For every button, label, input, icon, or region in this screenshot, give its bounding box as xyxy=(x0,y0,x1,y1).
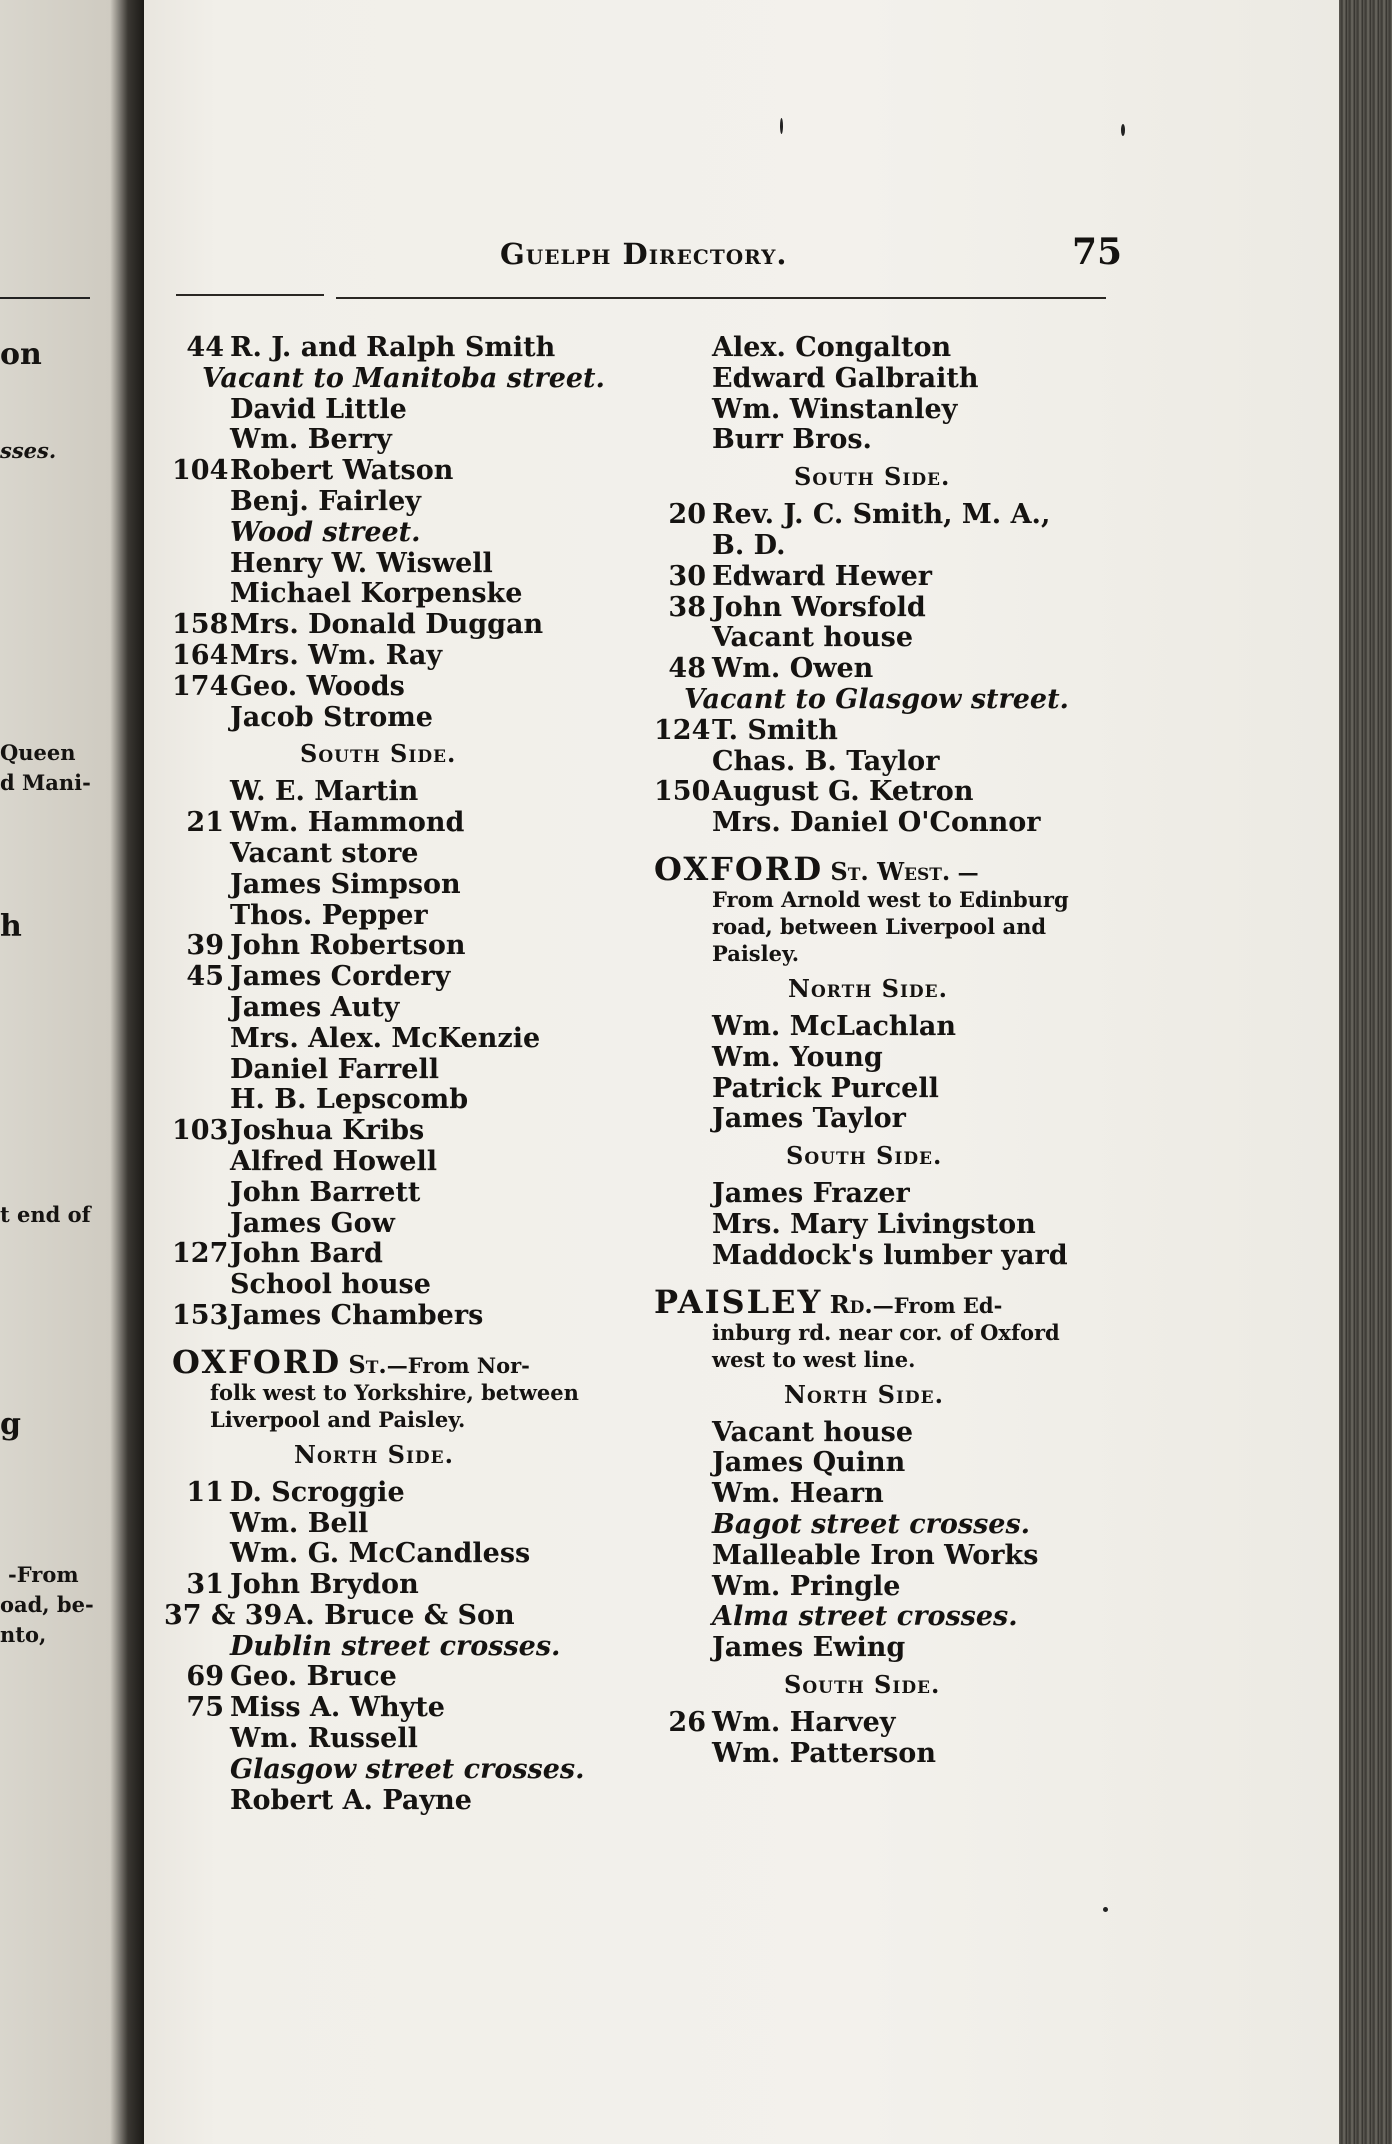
street-suffix: St. xyxy=(348,1349,387,1379)
directory-entry xyxy=(654,776,1124,807)
cross-street-note: Dublin street crosses. xyxy=(230,1630,561,1662)
directory-entry xyxy=(172,1177,682,1208)
directory-entry xyxy=(172,1115,682,1146)
resident-name: A. Bruce & Son xyxy=(284,1599,515,1631)
resident-name: Vacant house xyxy=(712,622,914,654)
directory-entry xyxy=(654,1178,1124,1209)
street-suffix: Rd. xyxy=(829,1289,873,1319)
resident-name: James Ewing xyxy=(712,1632,906,1664)
street-description: inburg rd. near cor. of Oxford xyxy=(712,1319,1060,1345)
adjacent-page-fragment: h xyxy=(0,909,22,944)
directory-entry xyxy=(172,702,682,733)
left-column xyxy=(164,332,682,1816)
resident-name: John Bard xyxy=(230,1238,383,1270)
directory-entry xyxy=(654,1707,1124,1738)
house-number: 38 xyxy=(668,591,706,623)
directory-entry xyxy=(164,1599,682,1631)
resident-name: R. J. and Ralph Smith xyxy=(230,332,556,363)
resident-name: Wm. Young xyxy=(712,1041,883,1073)
resident-name: Wm. McLachlan xyxy=(712,1010,956,1042)
resident-name: Wm. Patterson xyxy=(712,1737,936,1769)
resident-name: T. Smith xyxy=(712,714,838,746)
side-label: North Side. xyxy=(294,1439,454,1469)
directory-entry xyxy=(654,746,1124,777)
street-description: folk west to Yorkshire, between xyxy=(210,1379,579,1405)
directory-entry xyxy=(172,992,682,1023)
street-heading-oxford xyxy=(172,1342,682,1433)
directory-entry xyxy=(172,1023,682,1054)
directory-entry xyxy=(654,1103,1124,1134)
directory-entry xyxy=(172,1208,682,1239)
directory-entry xyxy=(172,1300,682,1331)
resident-name: Wm. Harvey xyxy=(712,1706,896,1738)
resident-name: B. D. xyxy=(712,529,786,561)
directory-entry xyxy=(172,609,682,640)
resident-name: Wm. Berry xyxy=(230,424,392,456)
adjacent-page-fragment: oad, be- xyxy=(0,1592,94,1617)
side-label: South Side. xyxy=(786,1141,943,1171)
resident-name: Rev. J. C. Smith, M. A., xyxy=(712,499,1051,531)
house-number: 75 xyxy=(186,1692,224,1724)
cross-street-note: Bagot street crosses. xyxy=(712,1508,1031,1540)
adjacent-page-text xyxy=(0,0,118,2144)
adjacent-page-fragment: t end of xyxy=(0,1202,91,1227)
directory-entry xyxy=(654,1447,1124,1478)
cross-street-note: Vacant to Manitoba street. xyxy=(202,362,605,394)
side-label: North Side. xyxy=(784,1379,944,1409)
ink-speck xyxy=(1121,124,1125,136)
directory-entry xyxy=(654,1209,1124,1240)
entry-list xyxy=(172,332,682,732)
resident-name: Joshua Kribs xyxy=(230,1115,425,1147)
resident-name: John Robertson xyxy=(230,930,466,962)
entry-list xyxy=(164,1476,682,1816)
house-number: 158 xyxy=(172,609,229,641)
book-spine-edge xyxy=(1339,0,1392,2144)
street-description: —From Nor- xyxy=(386,1352,530,1378)
resident-name: John Worsfold xyxy=(712,591,926,623)
directory-entry xyxy=(654,653,1124,684)
directory-entry xyxy=(654,1571,1124,1602)
adjacent-page-fragment: nto, xyxy=(0,1622,47,1647)
adjacent-page-fragment: d Mani- xyxy=(0,770,91,795)
resident-name: David Little xyxy=(230,393,407,425)
house-number: 104 xyxy=(172,455,229,487)
side-label: South Side. xyxy=(784,1669,941,1699)
resident-name: Benj. Fairley xyxy=(230,485,421,517)
directory-entry xyxy=(172,1084,682,1115)
house-number: 103 xyxy=(172,1115,229,1147)
resident-name: James Chambers xyxy=(230,1299,484,1331)
directory-entry xyxy=(172,1269,682,1300)
house-number: 164 xyxy=(172,639,229,671)
house-number: 11 xyxy=(186,1476,224,1508)
resident-name: W. E. Martin xyxy=(230,776,419,808)
directory-entry xyxy=(654,1073,1124,1104)
cross-street-note: Alma street crosses. xyxy=(712,1601,1018,1633)
directory-entry xyxy=(654,530,1124,561)
directory-entry xyxy=(172,486,682,517)
street-suffix: St. West. xyxy=(830,856,951,886)
directory-entry xyxy=(172,424,682,455)
resident-name: H. B. Lepscomb xyxy=(230,1084,469,1116)
entry-list xyxy=(654,1417,1124,1663)
resident-name: Geo. Bruce xyxy=(230,1661,397,1693)
resident-name: Henry W. Wiswell xyxy=(230,547,493,579)
resident-name: Edward Hewer xyxy=(712,560,933,592)
street-description: road, between Liverpool and xyxy=(712,913,1047,939)
house-number: 20 xyxy=(668,499,706,531)
street-description: Paisley. xyxy=(712,940,800,966)
house-number: 31 xyxy=(186,1569,224,1601)
house-number: 37 & 39 xyxy=(164,1599,283,1631)
house-number: 21 xyxy=(186,807,224,839)
resident-name: Wm. Hammond xyxy=(230,807,465,839)
street-name: OXFORD xyxy=(654,849,824,888)
directory-entry xyxy=(172,332,682,363)
directory-entry xyxy=(172,776,682,807)
street-description: —From Ed- xyxy=(872,1292,1003,1318)
street-name: PAISLEY xyxy=(654,1282,823,1321)
cross-street-note: Wood street. xyxy=(230,516,421,548)
entry-list xyxy=(654,1178,1124,1270)
directory-entry xyxy=(172,1785,682,1816)
house-number: 150 xyxy=(654,776,711,808)
directory-entry xyxy=(172,1692,682,1723)
side-label: South Side. xyxy=(794,462,951,492)
resident-name: Geo. Woods xyxy=(230,670,405,702)
entry-list xyxy=(654,1011,1124,1134)
street-name: OXFORD xyxy=(172,1342,342,1381)
directory-entry xyxy=(654,1417,1124,1448)
house-number: 45 xyxy=(186,961,224,993)
directory-entry xyxy=(172,1661,682,1692)
resident-name: James Frazer xyxy=(712,1178,910,1210)
resident-name: James Gow xyxy=(230,1207,395,1239)
directory-entry xyxy=(172,578,682,609)
entry-list xyxy=(172,776,682,1330)
header-rule xyxy=(176,294,324,296)
page-number: 75 xyxy=(1072,231,1123,273)
adjacent-page-rule xyxy=(0,297,90,299)
directory-entry xyxy=(654,1478,1124,1509)
resident-name: John Brydon xyxy=(230,1569,419,1601)
resident-name: Mrs. Mary Livingston xyxy=(712,1208,1036,1240)
side-label: North Side. xyxy=(788,973,948,1003)
directory-entry xyxy=(172,961,682,992)
directory-entry xyxy=(172,869,682,900)
directory-entry xyxy=(172,1538,682,1569)
right-column xyxy=(654,332,1124,1769)
directory-entry xyxy=(172,1146,682,1177)
directory-entry xyxy=(172,1477,682,1508)
resident-name: Maddock's lumber yard xyxy=(712,1239,1068,1271)
resident-name: Wm. Russell xyxy=(230,1723,418,1755)
resident-name: Wm. Hearn xyxy=(712,1478,884,1510)
ink-speck xyxy=(1103,1907,1108,1912)
directory-entry xyxy=(172,548,682,579)
resident-name: Wm. G. McCandless xyxy=(230,1538,531,1570)
cross-street-note: Glasgow street crosses. xyxy=(230,1753,585,1785)
adjacent-page-fragment: on xyxy=(0,337,42,372)
resident-name: August G. Ketron xyxy=(712,776,974,808)
house-number: 30 xyxy=(668,560,706,592)
resident-name: Robert A. Payne xyxy=(230,1784,472,1816)
street-description: From Arnold west to Edinburg xyxy=(712,886,1069,912)
resident-name: Miss A. Whyte xyxy=(230,1692,445,1724)
resident-name: Mrs. Wm. Ray xyxy=(230,639,443,671)
street-description: — xyxy=(957,859,979,885)
directory-entry xyxy=(654,592,1124,623)
directory-entry xyxy=(654,363,1124,394)
entry-list xyxy=(654,1707,1124,1769)
resident-name: Mrs. Alex. McKenzie xyxy=(230,1022,541,1054)
street-description: Liverpool and Paisley. xyxy=(210,1406,466,1432)
adjacent-page-fragment: sses. xyxy=(0,438,57,463)
resident-name: Malleable Iron Works xyxy=(712,1539,1039,1571)
resident-name: Wm. Pringle xyxy=(712,1570,901,1602)
directory-entry xyxy=(172,1054,682,1085)
directory-entry xyxy=(654,1540,1124,1571)
resident-name: Burr Bros. xyxy=(712,424,872,456)
resident-name: Vacant house xyxy=(712,1416,914,1448)
street-heading-paisley xyxy=(654,1282,1124,1373)
house-number: 26 xyxy=(668,1706,706,1738)
resident-name: James Auty xyxy=(230,991,400,1023)
adjacent-page-fragment: -From xyxy=(8,1562,79,1587)
resident-name: John Barrett xyxy=(230,1176,421,1208)
directory-entry xyxy=(172,807,682,838)
street-heading-oxford-west xyxy=(654,849,1124,967)
resident-name: James Taylor xyxy=(712,1103,906,1135)
house-number: 127 xyxy=(172,1238,229,1270)
adjacent-page-fragment: g xyxy=(0,1407,21,1442)
resident-name: Vacant store xyxy=(230,837,419,869)
directory-entry xyxy=(172,455,682,486)
resident-name: D. Scroggie xyxy=(230,1476,405,1508)
directory-entry xyxy=(172,394,682,425)
header-rule xyxy=(336,297,1106,299)
resident-name: Robert Watson xyxy=(230,455,454,487)
resident-name: Wm. Owen xyxy=(712,653,874,685)
directory-entry xyxy=(654,715,1124,746)
resident-name: Patrick Purcell xyxy=(712,1072,939,1104)
directory-entry xyxy=(654,1738,1124,1769)
house-number: 69 xyxy=(186,1661,224,1693)
resident-name: Chas. B. Taylor xyxy=(712,745,940,777)
directory-entry xyxy=(172,930,682,961)
side-label: South Side. xyxy=(300,739,457,769)
resident-name: Michael Korpenske xyxy=(230,578,523,610)
street-description: west to west line. xyxy=(712,1346,916,1372)
adjacent-page-fragment: Queen xyxy=(0,740,76,765)
directory-entry xyxy=(654,1042,1124,1073)
resident-name: Edward Galbraith xyxy=(712,362,979,394)
directory-entry xyxy=(654,394,1124,425)
house-number: 39 xyxy=(186,930,224,962)
house-number: 153 xyxy=(172,1299,229,1331)
entry-list xyxy=(654,332,1124,455)
resident-name: James Quinn xyxy=(712,1447,906,1479)
house-number: 44 xyxy=(186,332,224,363)
directory-entry xyxy=(654,332,1124,363)
directory-entry xyxy=(172,1569,682,1600)
resident-name: Alfred Howell xyxy=(230,1145,437,1177)
directory-entry xyxy=(654,1011,1124,1042)
ink-speck xyxy=(780,118,783,134)
directory-entry xyxy=(172,1723,682,1754)
house-number: 174 xyxy=(172,670,229,702)
house-number: 48 xyxy=(668,653,706,685)
directory-entry xyxy=(654,807,1124,838)
resident-name: Mrs. Daniel O'Connor xyxy=(712,807,1041,839)
resident-name: Jacob Strome xyxy=(230,701,433,733)
resident-name: Wm. Winstanley xyxy=(712,393,958,425)
directory-entry xyxy=(172,1238,682,1269)
entry-list xyxy=(654,499,1124,838)
directory-entry xyxy=(654,1632,1124,1663)
cross-street-note: Vacant to Glasgow street. xyxy=(684,683,1069,715)
resident-name: Wm. Bell xyxy=(230,1507,369,1539)
house-number: 124 xyxy=(654,714,711,746)
directory-entry xyxy=(654,1240,1124,1271)
resident-name: Mrs. Donald Duggan xyxy=(230,609,544,641)
resident-name: Daniel Farrell xyxy=(230,1053,439,1085)
directory-entry xyxy=(654,499,1124,530)
resident-name: School house xyxy=(230,1269,431,1301)
resident-name: Alex. Congalton xyxy=(712,332,952,363)
directory-entry xyxy=(172,900,682,931)
running-head: Guelph Directory. xyxy=(500,237,788,271)
directory-entry xyxy=(172,838,682,869)
directory-entry xyxy=(172,640,682,671)
directory-entry xyxy=(172,671,682,702)
resident-name: James Simpson xyxy=(230,868,461,900)
directory-entry xyxy=(172,1508,682,1539)
directory-entry xyxy=(654,561,1124,592)
directory-entry xyxy=(654,424,1124,455)
resident-name: Thos. Pepper xyxy=(230,899,428,931)
directory-entry xyxy=(654,622,1124,653)
resident-name: James Cordery xyxy=(230,961,451,993)
